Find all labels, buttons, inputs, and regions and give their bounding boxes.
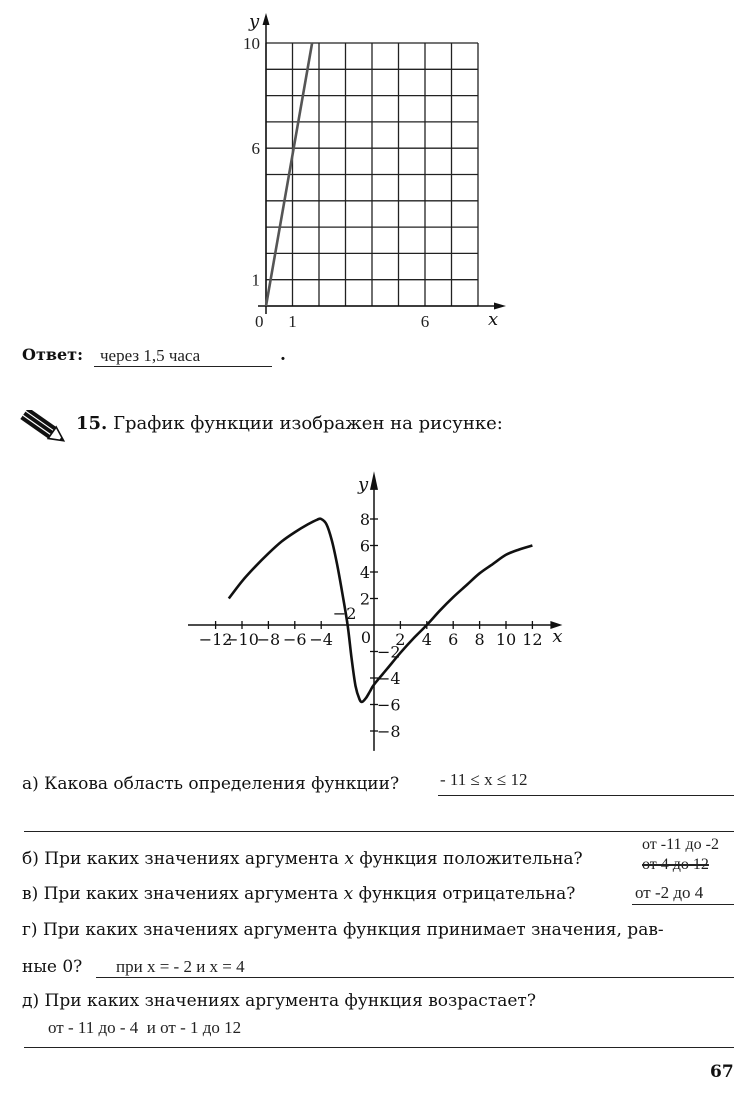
y-tick-label: −4 (377, 669, 401, 688)
question-b-text2: функция положительна? (359, 849, 583, 869)
y-axis-arrow (263, 13, 270, 25)
y-tick-label: 6 (359, 536, 370, 556)
answer-g-line (96, 977, 734, 978)
x-tick-label: 10 (495, 630, 517, 649)
x-tick-label: 1 (288, 312, 297, 331)
y-tick-label: 4 (359, 563, 370, 582)
y-axis-arrow (370, 471, 378, 490)
question-v (22, 884, 575, 904)
y-tick-label: 2 (359, 589, 370, 609)
x-tick-label: −8 (256, 630, 281, 649)
x-tick-label: 0 (255, 312, 264, 331)
answer-label: Ответ: (22, 345, 83, 364)
x-tick-label: 6 (420, 312, 430, 331)
x-axis-label: x (488, 309, 499, 330)
x-tick-label: −2 (332, 604, 357, 623)
x-tick-label: 6 (448, 630, 459, 649)
y-tick-label: 1 (251, 270, 260, 290)
x-tick-label: 0 (360, 628, 372, 647)
y-tick-label: 10 (243, 34, 260, 53)
answer-b-line1: от -11 до -2 (642, 836, 719, 853)
question-b-var: x (344, 849, 354, 869)
problem-text: График функции изображен на рисунке: (113, 413, 503, 434)
answer-a: - 11 ≤ x ≤ 12 (440, 770, 528, 789)
problem-number: 15. (76, 413, 108, 434)
chart-function-graph (0, 450, 756, 770)
answer-a-line-2 (24, 831, 734, 832)
problem-heading (76, 413, 503, 434)
answer-underline (94, 366, 272, 367)
answer-g: при x = - 2 и x = 4 (116, 957, 245, 976)
y-tick-label: 8 (359, 510, 370, 529)
answer-v-line (632, 904, 734, 905)
answer-d: от - 11 до - 4 и от - 1 до 12 (48, 1018, 242, 1037)
answer-v: от -2 до 4 (635, 883, 704, 902)
page-number: 67 (710, 1062, 734, 1082)
question-g: г) При каких значениях аргумента функция принимает значения, рав- (22, 920, 664, 940)
question-b (22, 849, 583, 869)
y-tick-label: 6 (251, 139, 260, 159)
y-tick-label: −8 (377, 722, 401, 741)
x-tick-label: −10 (225, 630, 259, 649)
y-tick-label: −6 (377, 695, 401, 715)
y-tick-label: −2 (377, 642, 401, 662)
x-tick-label: 8 (474, 630, 485, 649)
chart1-tick-labels (243, 34, 429, 331)
x-axis-label: x (552, 626, 563, 647)
question-v-text2: функция отрицательна? (358, 884, 576, 904)
answer-period: . (280, 345, 286, 365)
chart-distance-time (0, 0, 756, 340)
y-axis-label: y (358, 473, 369, 495)
question-b-text: б) При каких значениях аргумента (22, 849, 339, 869)
answer-b-line2: от 4 до 12 (642, 856, 709, 873)
question-v-var: x (343, 884, 354, 904)
x-tick-label: −6 (283, 630, 307, 649)
answer-a-line (438, 795, 734, 796)
x-tick-label: 4 (421, 630, 432, 649)
x-tick-label: −4 (309, 630, 333, 649)
answer-value: через 1,5 часа (100, 346, 201, 365)
answer-d-line (24, 1047, 734, 1048)
chart1-axes (248, 11, 506, 330)
chart2-axes (188, 471, 563, 751)
x-tick-label: −12 (198, 630, 233, 649)
question-g-cont: ные 0? (22, 957, 83, 977)
chart1-grid (266, 43, 478, 306)
x-tick-label: 2 (395, 630, 406, 649)
y-axis-label: y (249, 11, 260, 32)
question-a: а) Какова область определения функции? (22, 774, 400, 794)
question-d: д) При каких значениях аргумента функция возрастает? (22, 991, 536, 1011)
pencil-icon (18, 410, 70, 444)
question-v-text: в) При каких значениях аргумента (22, 884, 339, 904)
x-tick-label: 12 (522, 630, 543, 649)
